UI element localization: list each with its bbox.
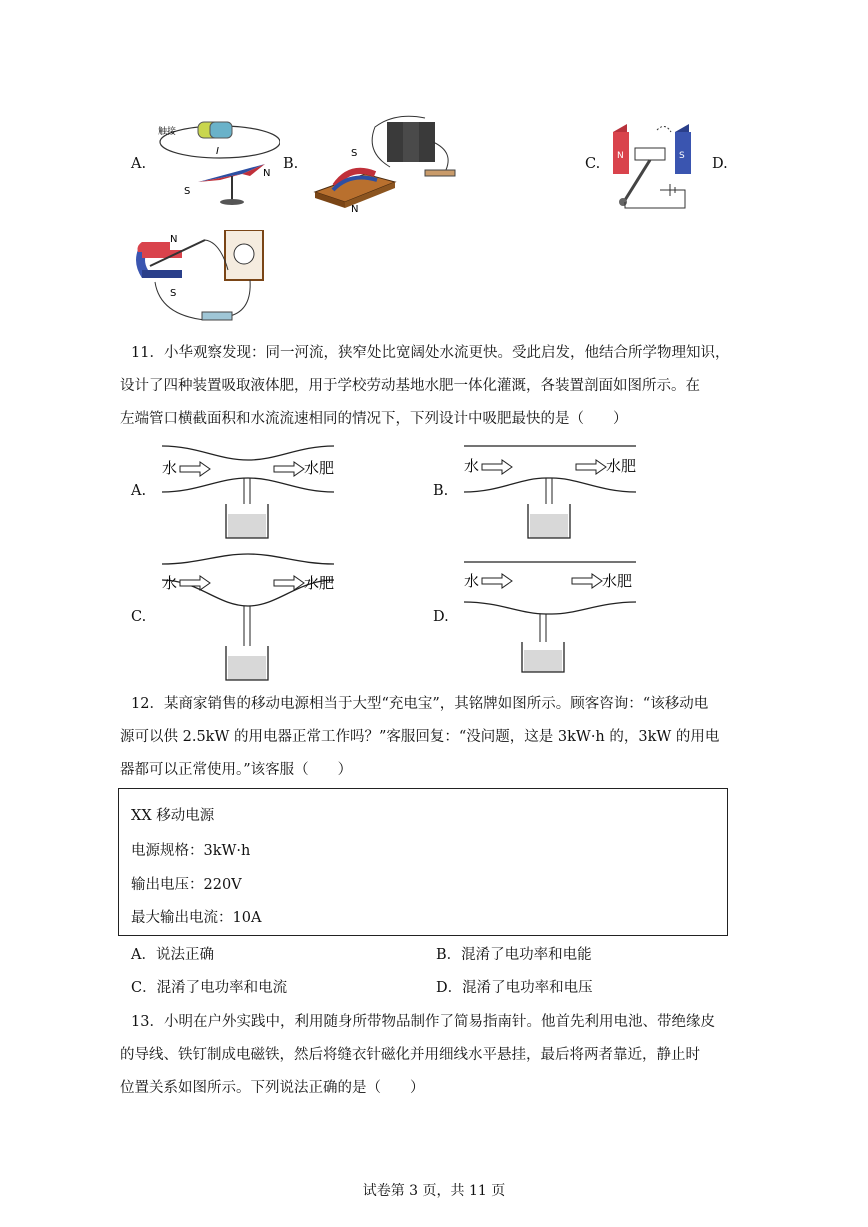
q12-nameplate-title: XX 移动电源 [131, 808, 215, 824]
q12-line-1: 某商家销售的移动电源相当于大型“充电宝”，其铭牌如图所示。顾客咨询：“该移动电 [163, 696, 709, 712]
q11-line-1: 小华观察发现：同一河流，狭窄处比宽阔处水流更快。受此启发，他结合所学物理知识， [163, 345, 730, 361]
q12-line-3: 器都可以正常使用。”该客服（ ） [120, 762, 353, 778]
q12-nameplate-capacity: 电源规格：3kW·h [131, 843, 251, 859]
q12-number: 12． [131, 696, 164, 712]
q10-option-d-label: D. [712, 156, 728, 172]
q13-number: 13． [131, 1014, 164, 1030]
q10-figure-c [605, 120, 710, 212]
q12-option-d: D．混淆了电功率和电压 [436, 980, 593, 996]
q11-number: 11． [131, 345, 164, 361]
q13-line-1: 小明在户外实践中，利用随身所带物品制作了简易指南针。他首先利用电池、带绝缘皮 [163, 1014, 715, 1030]
q11-option-c-label: C. [131, 609, 147, 625]
q11-c-in-label: 水 [162, 574, 178, 592]
q11-b-out-label: 水肥 [606, 457, 637, 475]
q12-nameplate-box [118, 788, 728, 936]
q10-a-label-i: I [216, 146, 219, 157]
q11-option-a-label: A. [131, 483, 147, 499]
q11-option-b-label: B. [433, 483, 449, 499]
q10-a-label-tube: 触接 [158, 127, 177, 137]
q13-line-3: 位置关系如图所示。下列说法正确的是（ ） [120, 1080, 425, 1096]
q10-option-c-label: C. [585, 156, 601, 172]
q11-a-in-label: 水 [162, 459, 178, 477]
q10-c-label-n: N [617, 151, 624, 161]
q10-option-b-label: B. [283, 156, 299, 172]
q10-c-label-s: S [679, 151, 685, 161]
q13-line-2: 的导线、铁钉制成电磁铁，然后将缝衣针磁化并用细线水平悬挂，最后将两者靠近，静止时 [120, 1047, 700, 1063]
q11-stem [120, 337, 734, 436]
q10-b-label-n: N [351, 204, 359, 212]
q12-option-a: A．说法正确 [131, 947, 214, 963]
q10-option-a-label: A. [131, 156, 147, 172]
q12-nameplate-voltage: 输出电压：220V [131, 877, 242, 893]
q11-d-in-label: 水 [464, 572, 480, 590]
q11-line-2: 设计了四种装置吸取液体肥，用于学校劳动基地水肥一体化灌溉，各装置剖面如图所示。在 [120, 378, 700, 394]
q11-device-c [158, 548, 338, 688]
q12-line-2: 源可以供 2.5kW 的用电器正常工作吗？”客服回复：“没问题，这是 3kW·h 的，3kW 的用电 [120, 729, 720, 745]
q12-stem [120, 688, 734, 787]
q13-stem [120, 1006, 734, 1105]
q11-b-in-label: 水 [464, 457, 480, 475]
q10-figure-a [150, 112, 280, 212]
q11-line-3: 左端管口横截面积和水流流速相同的情况下，下列设计中吸肥最快的是（ ） [120, 411, 628, 427]
q10-figure-b [305, 112, 465, 212]
q10-a-label-n: N [263, 168, 271, 179]
q11-d-out-label: 水肥 [602, 572, 633, 590]
q11-device-a [158, 440, 338, 550]
q11-device-d [460, 556, 640, 681]
q11-option-d-label: D. [433, 609, 449, 625]
page-footer: 试卷第 3 页，共 11 页 [362, 1183, 506, 1199]
q10-b-label-s: S [351, 148, 358, 159]
q12-nameplate-current: 最大输出电流：10A [131, 910, 262, 926]
q11-c-out-label: 水肥 [304, 574, 335, 592]
q10-d-label-n: N [170, 234, 178, 245]
q12-option-b: B．混淆了电功率和电能 [436, 947, 592, 963]
q10-d-label-s: S [170, 288, 177, 299]
q11-device-b [460, 440, 640, 550]
q10-figure-d [130, 230, 280, 330]
q10-a-label-s: S [184, 186, 191, 197]
q12-option-c: C．混淆了电功率和电流 [131, 980, 288, 996]
q11-a-out-label: 水肥 [304, 459, 335, 477]
